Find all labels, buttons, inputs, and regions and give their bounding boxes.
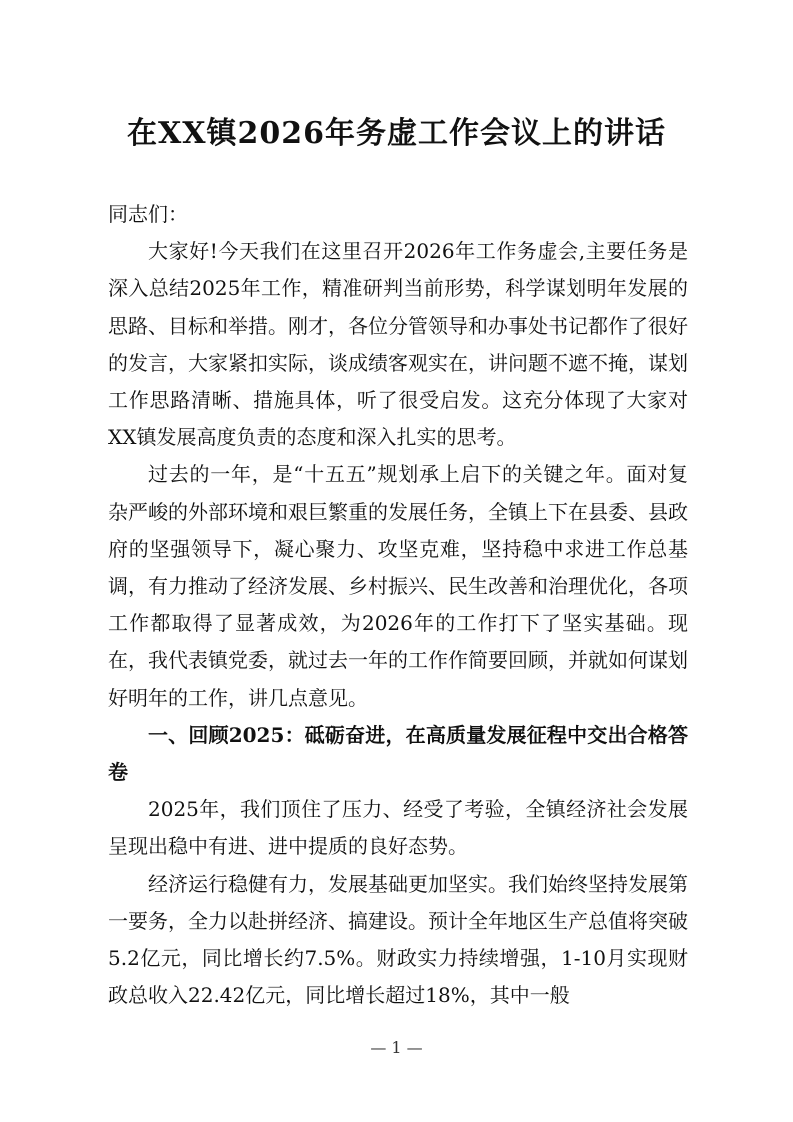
paragraph-intro: 大家好!今天我们在这里召开2026年工作务虚会,主要任务是深入总结2025年工作，精准研判当前形势，科学谋划明年发展的思路、目标和举措。刚才，各位分管领导和办事处书记都作了很好的发言，大家紧扣实际，谈成绩客观实在，讲问题不遮不掩，谋划工作思路清晰、措施具体，听了很受启发。这充分体现了大家对XX镇发展高度负责的态度和深入扎实的思考。 [108,239,688,450]
page-number: — 1 — [370,1038,423,1057]
paragraph-summary: 2025年，我们顶住了压力、经受了考验，全镇经济社会发展呈现出稳中有进、进中提质的良好态势。 [108,797,688,859]
page-title: 在XX镇2026年务虚工作会议上的讲话 [126,116,667,151]
paragraph-review: 过去的一年，是“十五五”规划承上启下的关键之年。面对复杂严峻的外部环境和艰巨繁重的发展任务，全镇上下在县委、县政府的坚强领导下，凝心聚力、攻坚克难，坚持稳中求进工作总基调，有力推动了经济发展、乡村振兴、民生改善和治理优化，各项工作都取得了显著成效，为2026年的工作打下了坚实基础。现在，我代表镇党委，就过去一年的工作作简要回顾，并就如何谋划好明年的工作，讲几点意见。 [108,462,688,710]
paragraph-economy: 经济运行稳健有力，发展基础更加坚实。我们始终坚持发展第一要务，全力以赴拼经济、搞建设。预计全年地区生产总值将突破5.2亿元，同比增长约7.5%。财政实力持续增强，1-10月实现财政总收入22.42亿元，同比增长超过18%，其中一般 [108,871,688,1008]
section-heading: 一、回顾2025：砥砺奋进，在高质量发展征程中交出合格答卷 [108,722,688,785]
document-body [108,196,688,1014]
salutation: 同志们： [108,202,188,226]
